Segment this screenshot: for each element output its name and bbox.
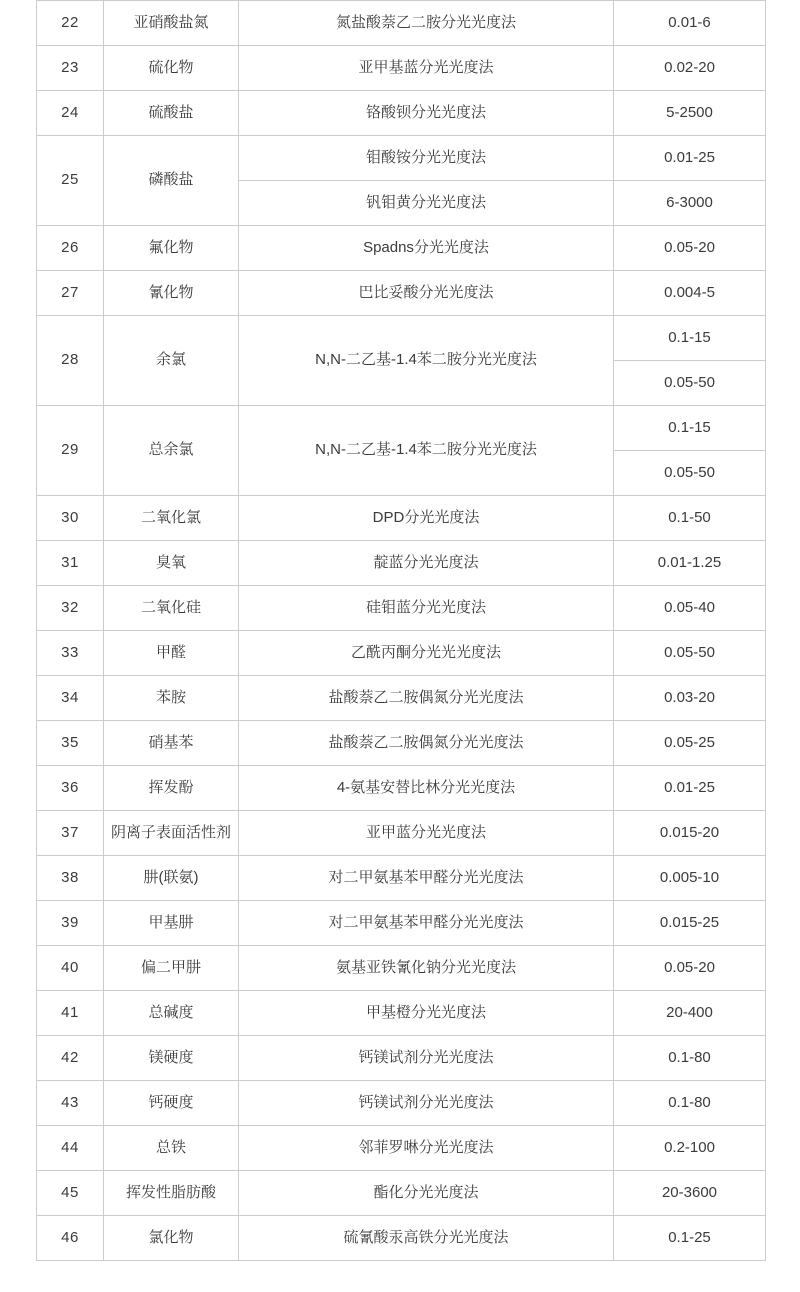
- table-row: [37, 1036, 766, 1081]
- range-cell: 0.01-25: [614, 766, 766, 811]
- method-cell: 邻菲罗啉分光光度法: [239, 1126, 614, 1171]
- row-number-cell: 28: [37, 316, 104, 406]
- method-cell: 钒钼黄分光光度法: [239, 181, 614, 226]
- range-cell: 0.05-50: [614, 631, 766, 676]
- method-cell: 酯化分光光度法: [239, 1171, 614, 1216]
- table-row: [37, 1171, 766, 1216]
- row-number-cell: 38: [37, 856, 104, 901]
- row-number-cell: 46: [37, 1216, 104, 1261]
- table-row: [37, 1126, 766, 1171]
- method-cell: 乙酰丙酮分光光光度法: [239, 631, 614, 676]
- row-number-cell: 41: [37, 991, 104, 1036]
- table-row: [37, 271, 766, 316]
- row-number-cell: 29: [37, 406, 104, 496]
- parameter-cell: 总铁: [104, 1126, 239, 1171]
- range-cell: 0.015-25: [614, 901, 766, 946]
- parameter-cell: 肼(联氨): [104, 856, 239, 901]
- method-cell: 甲基橙分光光度法: [239, 991, 614, 1036]
- range-cell: 0.05-50: [614, 361, 766, 406]
- row-number-cell: 32: [37, 586, 104, 631]
- range-cell: 0.01-1.25: [614, 541, 766, 586]
- range-cell: 0.02-20: [614, 46, 766, 91]
- table-row: [37, 901, 766, 946]
- range-cell: 0.01-25: [614, 136, 766, 181]
- table-row: [37, 406, 766, 451]
- parameter-cell: 苯胺: [104, 676, 239, 721]
- row-number-cell: 40: [37, 946, 104, 991]
- row-number-cell: 37: [37, 811, 104, 856]
- method-cell: 对二甲氨基苯甲醛分光光度法: [239, 901, 614, 946]
- parameter-cell: 阴离子表面活性剂: [104, 811, 239, 856]
- table-row: [37, 136, 766, 181]
- row-number-cell: 23: [37, 46, 104, 91]
- method-cell: 盐酸萘乙二胺偶氮分光光度法: [239, 676, 614, 721]
- table-row: [37, 46, 766, 91]
- range-cell: 0.015-20: [614, 811, 766, 856]
- parameter-cell: 亚硝酸盐氮: [104, 1, 239, 46]
- range-cell: 5-2500: [614, 91, 766, 136]
- method-cell: 氨基亚铁氰化钠分光光度法: [239, 946, 614, 991]
- range-cell: 0.05-20: [614, 946, 766, 991]
- table-row: [37, 856, 766, 901]
- row-number-cell: 26: [37, 226, 104, 271]
- row-number-cell: 43: [37, 1081, 104, 1126]
- method-cell: N,N-二乙基-1.4苯二胺分光光度法: [239, 316, 614, 406]
- method-cell: 钼酸铵分光光度法: [239, 136, 614, 181]
- row-number-cell: 44: [37, 1126, 104, 1171]
- table-row: [37, 991, 766, 1036]
- row-number-cell: 25: [37, 136, 104, 226]
- range-cell: 0.2-100: [614, 1126, 766, 1171]
- method-cell: 盐酸萘乙二胺偶氮分光光度法: [239, 721, 614, 766]
- parameter-cell: 余氯: [104, 316, 239, 406]
- row-number-cell: 36: [37, 766, 104, 811]
- table-body: [37, 1, 766, 1261]
- row-number-cell: 24: [37, 91, 104, 136]
- parameter-cell: 挥发性脂肪酸: [104, 1171, 239, 1216]
- method-cell: 氮盐酸萘乙二胺分光光度法: [239, 1, 614, 46]
- table-row: [37, 946, 766, 991]
- parameter-cell: 二氧化氯: [104, 496, 239, 541]
- parameter-cell: 氟化物: [104, 226, 239, 271]
- parameter-cell: 钙硬度: [104, 1081, 239, 1126]
- range-cell: 6-3000: [614, 181, 766, 226]
- range-cell: 0.1-15: [614, 406, 766, 451]
- row-number-cell: 42: [37, 1036, 104, 1081]
- table-row: [37, 226, 766, 271]
- row-number-cell: 30: [37, 496, 104, 541]
- row-number-cell: 31: [37, 541, 104, 586]
- parameter-cell: 总碱度: [104, 991, 239, 1036]
- table-row: [37, 496, 766, 541]
- method-cell: 4-氨基安替比林分光光度法: [239, 766, 614, 811]
- parameter-cell: 臭氧: [104, 541, 239, 586]
- method-cell: 亚甲蓝分光光度法: [239, 811, 614, 856]
- range-cell: 0.005-10: [614, 856, 766, 901]
- parameter-cell: 甲醛: [104, 631, 239, 676]
- table-row: [37, 766, 766, 811]
- row-number-cell: 39: [37, 901, 104, 946]
- row-number-cell: 45: [37, 1171, 104, 1216]
- range-cell: 20-400: [614, 991, 766, 1036]
- row-number-cell: 35: [37, 721, 104, 766]
- table-row: [37, 541, 766, 586]
- method-cell: N,N-二乙基-1.4苯二胺分光光度法: [239, 406, 614, 496]
- method-cell: DPD分光光度法: [239, 496, 614, 541]
- table-row: [37, 316, 766, 361]
- range-cell: 0.1-25: [614, 1216, 766, 1261]
- parameter-cell: 磷酸盐: [104, 136, 239, 226]
- parameter-cell: 甲基肼: [104, 901, 239, 946]
- table-row: [37, 1081, 766, 1126]
- method-cell: 对二甲氨基苯甲醛分光光度法: [239, 856, 614, 901]
- method-cell: 铬酸钡分光光度法: [239, 91, 614, 136]
- method-cell: Spadns分光光度法: [239, 226, 614, 271]
- table-row: [37, 91, 766, 136]
- parameter-cell: 硝基苯: [104, 721, 239, 766]
- range-cell: 0.1-15: [614, 316, 766, 361]
- table-row: [37, 631, 766, 676]
- table-row: [37, 1216, 766, 1261]
- range-cell: 0.05-40: [614, 586, 766, 631]
- method-cell: 硅钼蓝分光光度法: [239, 586, 614, 631]
- row-number-cell: 27: [37, 271, 104, 316]
- row-number-cell: 33: [37, 631, 104, 676]
- parameter-cell: 二氧化硅: [104, 586, 239, 631]
- parameter-cell: 氯化物: [104, 1216, 239, 1261]
- table-row: [37, 721, 766, 766]
- range-cell: 0.05-20: [614, 226, 766, 271]
- row-number-cell: 22: [37, 1, 104, 46]
- method-cell: 巴比妥酸分光光度法: [239, 271, 614, 316]
- parameter-cell: 偏二甲肼: [104, 946, 239, 991]
- method-cell: 靛蓝分光光度法: [239, 541, 614, 586]
- range-cell: 0.1-80: [614, 1036, 766, 1081]
- method-cell: 钙镁试剂分光光度法: [239, 1036, 614, 1081]
- table-row: [37, 586, 766, 631]
- row-number-cell: 34: [37, 676, 104, 721]
- range-cell: 0.05-25: [614, 721, 766, 766]
- parameter-cell: 硫化物: [104, 46, 239, 91]
- parameter-cell: 硫酸盐: [104, 91, 239, 136]
- table-row: [37, 811, 766, 856]
- measurement-methods-table: [36, 0, 766, 1261]
- method-cell: 亚甲基蓝分光光度法: [239, 46, 614, 91]
- parameter-cell: 镁硬度: [104, 1036, 239, 1081]
- table-row: [37, 1, 766, 46]
- range-cell: 0.01-6: [614, 1, 766, 46]
- range-cell: 0.1-80: [614, 1081, 766, 1126]
- range-cell: 0.03-20: [614, 676, 766, 721]
- range-cell: 20-3600: [614, 1171, 766, 1216]
- method-cell: 钙镁试剂分光光度法: [239, 1081, 614, 1126]
- parameter-cell: 挥发酚: [104, 766, 239, 811]
- parameter-cell: 氰化物: [104, 271, 239, 316]
- range-cell: 0.004-5: [614, 271, 766, 316]
- range-cell: 0.05-50: [614, 451, 766, 496]
- table-row: [37, 676, 766, 721]
- range-cell: 0.1-50: [614, 496, 766, 541]
- method-cell: 硫氰酸汞高铁分光光度法: [239, 1216, 614, 1261]
- parameter-cell: 总余氯: [104, 406, 239, 496]
